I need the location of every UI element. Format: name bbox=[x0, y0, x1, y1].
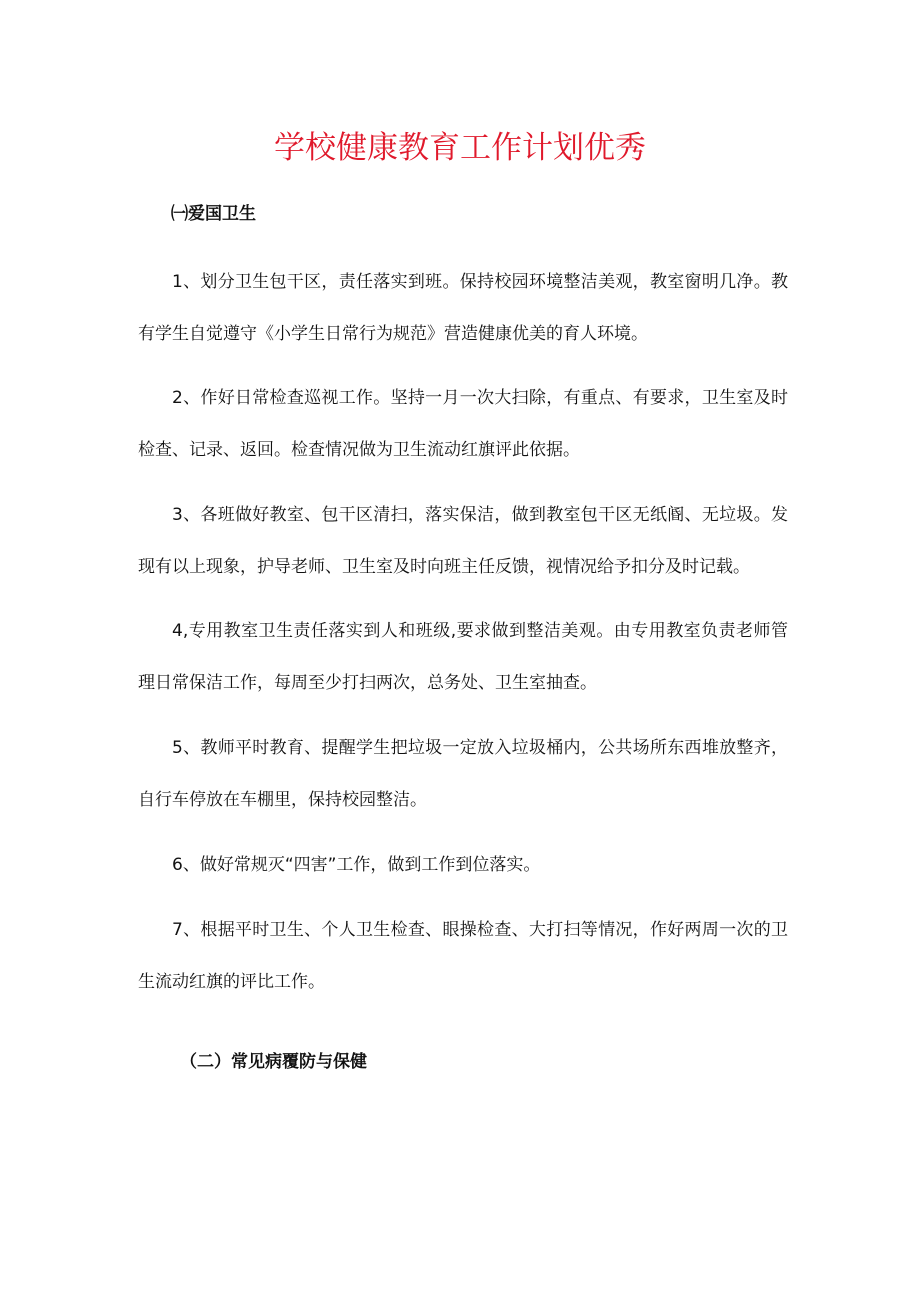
paragraph-item-5: 5、教师平时教育、提醒学生把垃圾一定放入垃圾桶内，公共场所东西堆放整齐，自行车停放在车棚里，保持校园整洁。 bbox=[138, 738, 788, 810]
paragraph-item-4: 4,专用教室卫生责任落实到人和班级,要求做到整洁美观。由专用教室负责老师管理日常保洁工作，每周至少打扫两次，总务处、卫生室抽查。 bbox=[138, 621, 788, 693]
section-heading-disease-prevention: （二）常见病覆防与保健 bbox=[180, 1052, 367, 1072]
document-title: 学校健康教育工作计划优秀 bbox=[274, 130, 646, 166]
paragraph-item-7: 7、根据平时卫生、个人卫生检查、眼操检查、大打扫等情况，作好两周一次的卫生流动红旗的评比工作。 bbox=[138, 920, 788, 992]
paragraph-item-3: 3、各班做好教室、包干区清扫，落实保洁，做到教室包干区无纸阍、无垃圾。发现有以上现象，护导老师、卫生室及时向班主任反馈，视情况给予扣分及时记载。 bbox=[138, 505, 788, 577]
paragraph-item-1: 1、划分卫生包干区，责任落实到班。保持校园环境整洁美观，教室窗明几净。教有学生自觉遵守《小学生日常行为规范》营造健康优美的育人环境。 bbox=[138, 272, 788, 344]
paragraph-item-6: 6、做好常规灭“四害”工作，做到工作到位落实。 bbox=[172, 855, 541, 875]
section-heading-patriotic-hygiene: ㈠爱国卫生 bbox=[171, 204, 256, 224]
paragraph-item-2: 2、作好日常检查巡视工作。坚持一月一次大扫除，有重点、有要求，卫生室及时检查、记录、返回。检查情况做为卫生流动红旗评此依据。 bbox=[138, 388, 788, 460]
